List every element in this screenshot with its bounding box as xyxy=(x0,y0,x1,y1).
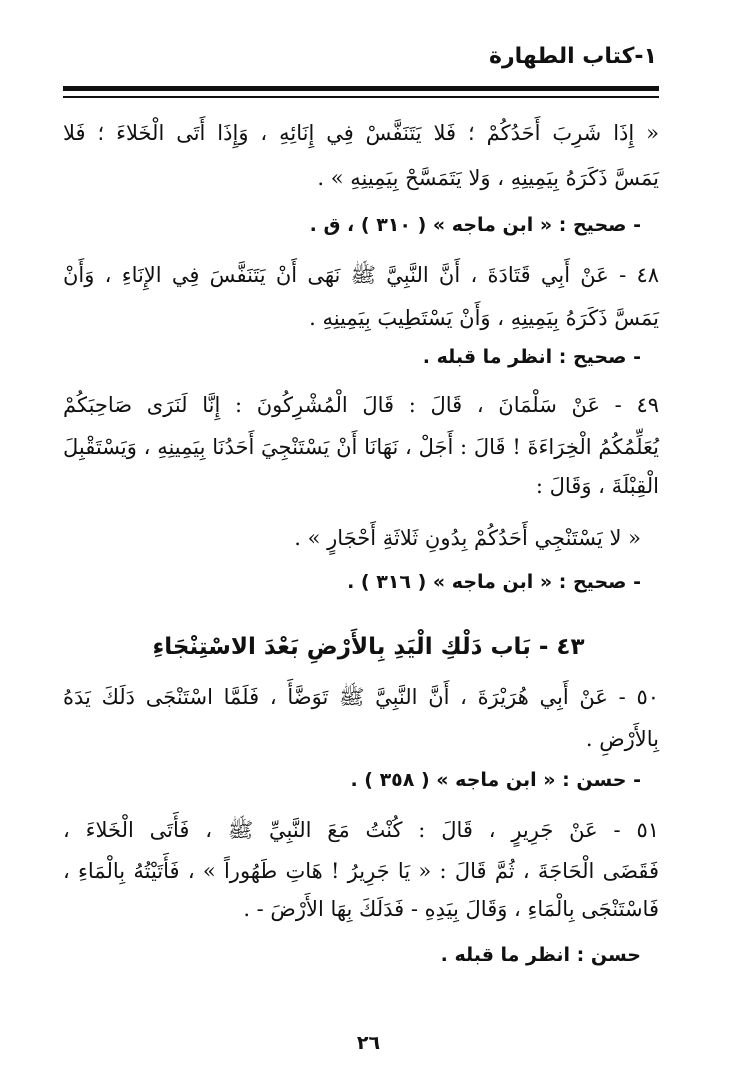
text-line: « إِذَا شَرِبَ أَحَدُكُمْ ؛ فَلا يَتَنَفَّسْ فِي إِنَائِهِ ، وَإِذَا أَتَى الْخَلاءَ ؛ فَلا xyxy=(63,121,659,145)
text-line: الْقِبْلَةَ ، وَقَالَ : xyxy=(535,474,659,498)
hadith-51-line: ٥١ - عَنْ جَرِيرٍ ، قَالَ : كُنْتُ مَعَ النَّبِيِّ ﷺ ، فَأَتَى الْخَلاءَ ، xyxy=(63,818,659,842)
text-line: فَاسْتَنْجَى بِالْمَاءِ ، وَقَالَ بِيَدِهِ - فَدَلَكَ بِهَا الأَرْضَ - . xyxy=(243,897,659,921)
text-line: « لا يَسْتَنْجِي أَحَدُكُمْ بِدُونِ ثَلاثَةِ أَحْجَارٍ » . xyxy=(294,526,641,550)
text-line: فَقَضَى الْحَاجَةَ ، ثُمَّ قَالَ : « يَا جَرِيرُ ! هَاتِ طَهُوراً » ، فَأَتَيْتُهُ بِالْمَاءِ ، xyxy=(63,859,659,883)
grading-line: - حسن : « ابن ماجه » ( ٣٥٨ ) . xyxy=(350,769,641,791)
grading-line: - صحيح : انظر ما قبله . xyxy=(422,346,641,368)
grading-line: حسن : انظر ما قبله . xyxy=(440,944,641,966)
header-rule-thick xyxy=(63,86,659,91)
text-line: بِالأَرْضِ . xyxy=(585,727,659,751)
text-line: يَمَسَّ ذَكَرَهُ بِيَمِينِهِ ، وَلا يَتَمَسَّحْ بِيَمِينِهِ » . xyxy=(317,166,659,190)
running-header: ١-كتاب الطهارة xyxy=(488,44,657,69)
hadith-49-line: ٤٩ - عَنْ سَلْمَانَ ، قَالَ : قَالَ الْمُشْرِكُونَ : إِنَّا لَنَرَى صَاحِبَكُمْ xyxy=(63,393,659,417)
hadith-50-line: ٥٠ - عَنْ أَبِي هُرَيْرَةَ ، أَنَّ النَّبِيَّ ﷺ تَوَضَّأَ ، فَلَمَّا اسْتَنْجَى دَلَكَ يَدَهُ xyxy=(63,685,659,709)
header-rule-thin xyxy=(63,96,659,98)
page-number: ٢٦ xyxy=(356,1032,381,1054)
text-line: يُعَلِّمُكُمُ الْخِرَاءَةَ ! قَالَ : أَجَلْ ، نَهَانَا أَنْ يَسْتَنْجِيَ أَحَدُنَا بِيَمِينِهِ ، وَيَسْتَقْبِلَ xyxy=(63,435,659,459)
grading-line: - صحيح : « ابن ماجه » ( ٣١٠ ) ، ق . xyxy=(309,214,641,236)
grading-line: - صحيح : « ابن ماجه » ( ٣١٦ ) . xyxy=(347,571,641,593)
chapter-heading: ٤٣ - بَاب دَلْكِ الْيَدِ بِالأَرْضِ بَعْدَ الاسْتِنْجَاءِ xyxy=(152,634,585,660)
text-line: يَمَسَّ ذَكَرَهُ بِيَمِينِهِ ، وَأَنْ يَسْتَطِيبَ بِيَمِينِهِ . xyxy=(309,306,659,330)
hadith-48-line: ٤٨ - عَنْ أَبِي قَتَادَةَ ، أَنَّ النَّبِيَّ ﷺ نَهَى أَنْ يَتَنَفَّسَ فِي الإِنَاءِ ، وَأَنْ xyxy=(63,263,659,287)
